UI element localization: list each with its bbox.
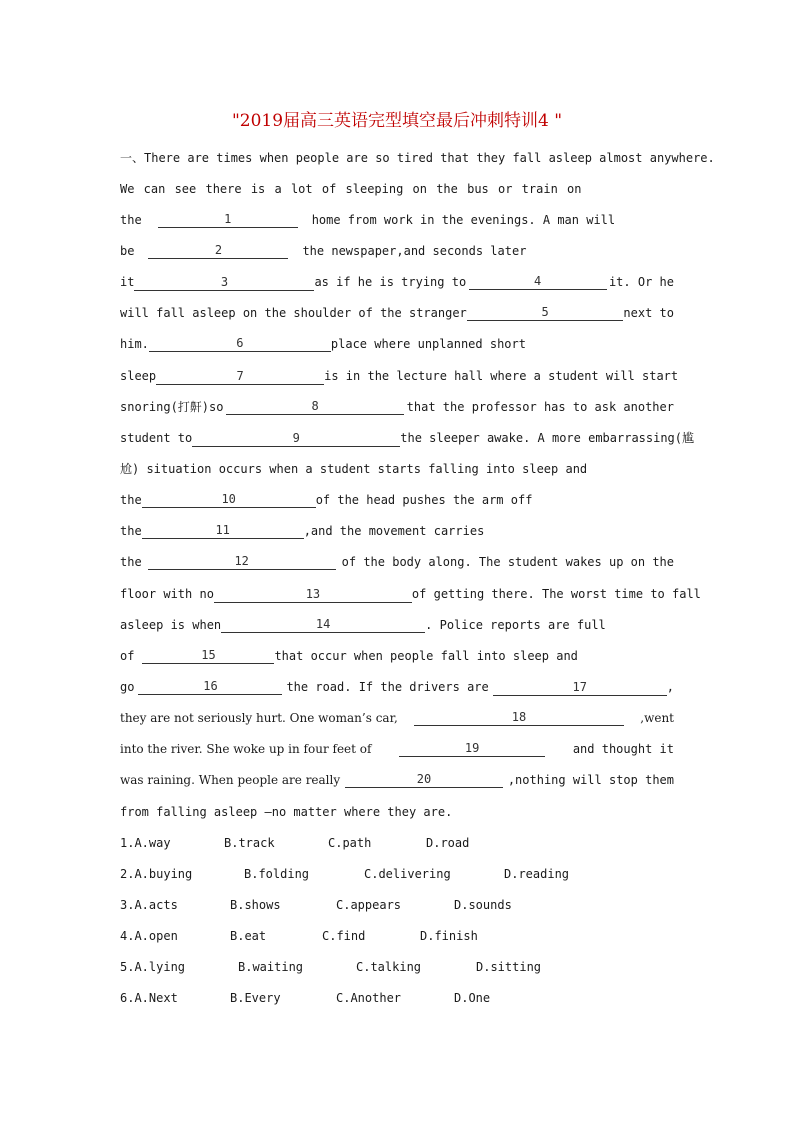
blank-7[interactable]: 7 bbox=[156, 369, 324, 385]
text: the bbox=[120, 524, 142, 539]
text: it. Or he bbox=[608, 275, 674, 290]
text: 一、There are times when people are so tired that they fall asleep almost anywhere. bbox=[120, 150, 715, 165]
text: of the body along. The student wakes up on the bbox=[341, 555, 674, 570]
text: ,went bbox=[640, 711, 674, 726]
blank-20[interactable]: 20 bbox=[345, 772, 503, 788]
option-c[interactable]: C.talking bbox=[356, 960, 422, 975]
text: of the head pushes the arm off bbox=[315, 493, 533, 508]
option-c[interactable]: C.appears bbox=[336, 897, 402, 912]
passage-line bbox=[120, 485, 674, 516]
text: into the river. She woke up in four feet of bbox=[120, 742, 372, 757]
option-d[interactable]: D.One bbox=[454, 991, 491, 1006]
text: will fall asleep on the shoulder of the stranger bbox=[120, 306, 467, 321]
passage-line bbox=[120, 422, 695, 453]
option-d[interactable]: D.finish bbox=[420, 929, 478, 944]
text: of getting there. The worst time to fall bbox=[411, 586, 701, 601]
text: him. bbox=[120, 337, 149, 352]
text: as if he is trying to bbox=[314, 275, 467, 290]
blank-4[interactable]: 4 bbox=[469, 274, 607, 290]
text: that the professor has to ask another bbox=[406, 399, 674, 414]
text: snoring(打鼾)so bbox=[120, 399, 224, 414]
text: from falling asleep —no matter where they are. bbox=[120, 804, 453, 819]
passage-line bbox=[120, 360, 679, 391]
blank-12[interactable]: 12 bbox=[148, 554, 336, 570]
text: and thought it bbox=[572, 742, 674, 757]
text: be bbox=[120, 243, 135, 258]
blank-13[interactable]: 13 bbox=[214, 587, 412, 603]
passage-line bbox=[120, 267, 674, 298]
text: that occur when people fall into sleep and bbox=[274, 648, 578, 663]
text: ,nothing will stop them bbox=[507, 773, 674, 788]
option-b[interactable]: B.folding bbox=[244, 866, 310, 881]
option-a[interactable]: 2.A.buying bbox=[120, 866, 193, 881]
blank-11[interactable]: 11 bbox=[142, 523, 304, 539]
option-a[interactable]: 6.A.Next bbox=[120, 991, 178, 1006]
option-c[interactable]: C.delivering bbox=[364, 866, 451, 881]
text: ,and the movement carries bbox=[303, 524, 485, 539]
option-d[interactable]: D.reading bbox=[504, 866, 570, 881]
question-1-options bbox=[120, 827, 674, 858]
text: , bbox=[666, 679, 674, 694]
question-3-options bbox=[120, 889, 674, 920]
passage-line bbox=[120, 235, 674, 266]
text: the bbox=[120, 212, 142, 227]
text: floor with no bbox=[120, 586, 214, 601]
text: is in the lecture hall where a student will start bbox=[324, 368, 679, 383]
passage-line bbox=[120, 703, 674, 734]
blank-18[interactable]: 18 bbox=[414, 710, 624, 726]
text: sleep bbox=[120, 368, 157, 383]
text: the newspaper,and seconds later bbox=[302, 243, 527, 258]
blank-14[interactable]: 14 bbox=[221, 617, 425, 633]
text: the road. If the drivers are bbox=[286, 679, 489, 694]
blank-16[interactable]: 16 bbox=[138, 679, 282, 695]
blank-8[interactable]: 8 bbox=[226, 399, 404, 415]
text: of bbox=[120, 648, 135, 663]
question-5-options bbox=[120, 952, 674, 983]
blank-15[interactable]: 15 bbox=[142, 648, 274, 664]
blank-6[interactable]: 6 bbox=[149, 336, 331, 352]
text: home from work in the evenings. A man will bbox=[311, 212, 616, 227]
passage-line bbox=[120, 298, 674, 329]
text: asleep is when bbox=[120, 617, 222, 632]
document-title: "2019届高三英语完型填空最后冲刺特训4 " bbox=[231, 111, 563, 131]
passage-line bbox=[120, 671, 674, 702]
blank-10[interactable]: 10 bbox=[142, 492, 316, 508]
passage-line bbox=[120, 142, 715, 173]
option-b[interactable]: B.eat bbox=[230, 929, 267, 944]
text: the bbox=[120, 493, 142, 508]
passage-line bbox=[120, 453, 674, 484]
option-c[interactable]: C.path bbox=[328, 835, 372, 850]
question-6-options bbox=[120, 983, 674, 1014]
question-2-options bbox=[120, 858, 674, 889]
text: next to bbox=[623, 306, 674, 321]
blank-1[interactable]: 1 bbox=[158, 212, 298, 228]
text: go bbox=[120, 679, 135, 694]
text: place where unplanned short bbox=[330, 337, 526, 352]
option-a[interactable]: 1.A.way bbox=[120, 835, 171, 850]
option-d[interactable]: D.sounds bbox=[454, 897, 512, 912]
passage-line bbox=[120, 609, 674, 640]
passage-line bbox=[120, 173, 674, 204]
option-b[interactable]: B.track bbox=[224, 835, 275, 850]
text: they are not seriously hurt. One woman’s car, bbox=[120, 711, 398, 726]
passage-line bbox=[120, 391, 674, 422]
text: We can see there is a lot of sleeping on the bus or train on bbox=[120, 181, 582, 196]
question-4-options bbox=[120, 921, 674, 952]
passage-line bbox=[120, 547, 674, 578]
passage-line bbox=[120, 204, 674, 235]
option-a[interactable]: 4.A.open bbox=[120, 929, 178, 944]
passage-line bbox=[120, 640, 674, 671]
text: 尬) situation occurs when a student starts falling into sleep and bbox=[120, 461, 588, 476]
option-d[interactable]: D.sitting bbox=[476, 960, 542, 975]
blank-5[interactable]: 5 bbox=[467, 305, 623, 321]
blank-3[interactable]: 3 bbox=[134, 275, 314, 291]
blank-9[interactable]: 9 bbox=[192, 431, 400, 447]
option-a[interactable]: 5.A.lying bbox=[120, 960, 186, 975]
option-c[interactable]: C.find bbox=[322, 929, 366, 944]
passage-line bbox=[120, 734, 674, 765]
option-b[interactable]: B.Every bbox=[230, 991, 281, 1006]
text: the sleeper awake. A more embarrassing(尴 bbox=[400, 430, 695, 445]
text: it bbox=[120, 275, 135, 290]
passage-line bbox=[120, 329, 674, 360]
passage-line bbox=[120, 578, 701, 609]
blank-2[interactable]: 2 bbox=[148, 243, 288, 259]
text: . Police reports are full bbox=[425, 617, 606, 632]
option-c[interactable]: C.Another bbox=[336, 991, 402, 1006]
text: was raining. When people are really bbox=[120, 773, 341, 788]
passage-line bbox=[120, 516, 674, 547]
text: student to bbox=[120, 430, 193, 445]
option-d[interactable]: D.road bbox=[426, 835, 470, 850]
text: the bbox=[120, 555, 142, 570]
blank-17[interactable]: 17 bbox=[493, 680, 667, 696]
passage-line bbox=[120, 796, 674, 827]
blank-19[interactable]: 19 bbox=[399, 741, 545, 757]
passage-line bbox=[120, 765, 674, 796]
option-b[interactable]: B.waiting bbox=[238, 960, 304, 975]
option-a[interactable]: 3.A.acts bbox=[120, 897, 178, 912]
passage bbox=[120, 142, 715, 1014]
option-b[interactable]: B.shows bbox=[230, 897, 281, 912]
